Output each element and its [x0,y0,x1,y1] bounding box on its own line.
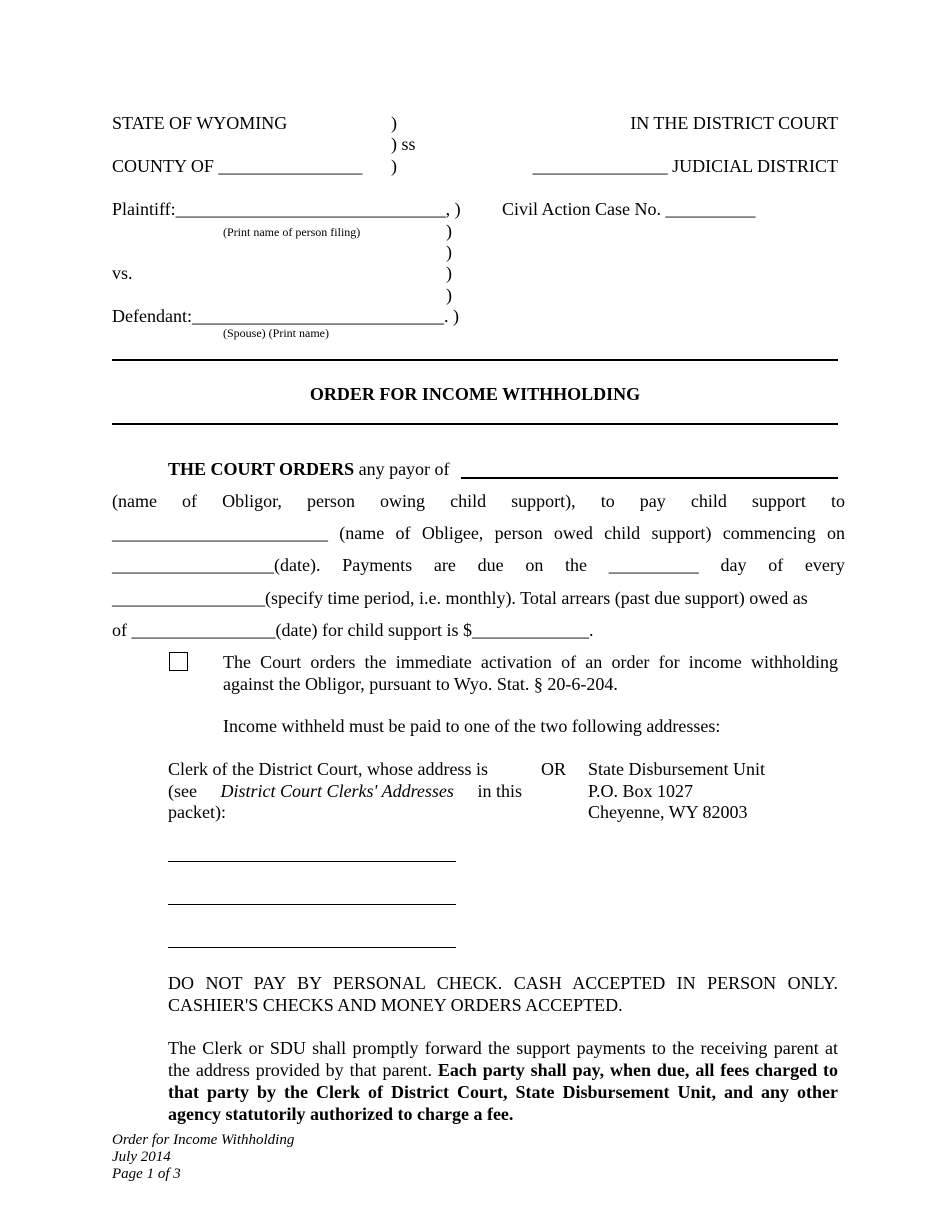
order-lead [168,458,450,480]
order-word: day [720,555,747,575]
order-word: on [525,555,544,575]
clerk-line-3: packet): [168,802,226,822]
order-word: support), [511,491,576,511]
clerk-address-blank-1 [168,861,456,862]
order-word: on [826,523,845,543]
case-number-label: Civil Action Case No. __________ [502,199,756,219]
order-word: the [565,555,588,575]
order-word: pay [639,491,666,511]
sdu-box: P.O. Box 1027 [588,781,694,801]
title-rule-top [112,359,838,361]
defendant-hint: (Spouse) (Print name) [223,326,329,340]
payor-blank [461,477,838,479]
forward-plain: The Clerk or SDU shall promptly forward the support payments to the receiving parent at the address provided by that parent. [168,1038,838,1080]
caption-paren: ) [391,113,397,133]
order-word: support [751,491,806,511]
clerk-address-blank-2 [168,904,456,905]
order-word: ________________________ [112,523,328,543]
order-word: to [600,491,615,511]
caption-paren: ) [391,156,397,176]
addresses-intro: Income withheld must be paid to one of the two following addresses: [223,716,721,736]
order-word: person [306,491,355,511]
clerk-address-blank-3 [168,947,456,948]
order-word: child [690,491,727,511]
caption-paren-ss: ) ss [391,134,416,154]
order-line-4 [112,554,845,576]
order-word: __________________(date). [112,555,321,575]
footer-form-name: Order for Income Withholding [112,1132,295,1148]
defendant-line: Defendant:____________________________. ) [112,306,459,326]
order-word: (name [339,523,385,543]
sdu-name: State Disbursement Unit [588,759,765,779]
caption-paren: ) [446,263,452,283]
order-word: of [395,523,411,543]
order-word: due [477,555,504,575]
order-lead-bold: THE COURT ORDERS [168,459,355,479]
order-word: to [830,491,845,511]
plaintiff-line: Plaintiff:______________________________, ) [112,199,461,219]
order-line-5: _________________(specify time period, i.e. monthly). Total arrears (past due support) owed as [112,588,808,608]
order-word: Payments [342,555,413,575]
order-word: support) [651,523,712,543]
clerk-see-rest: in this [477,781,522,801]
or-label: OR [541,759,567,779]
order-line-3 [112,522,845,544]
court-label: IN THE DISTRICT COURT [630,113,838,133]
payment-notice: DO NOT PAY BY PERSONAL CHECK. CASH ACCEPTED IN PERSON ONLY. CASHIER'S CHECKS AND MONEY ORDERS ACCEPTED. [168,973,838,1015]
county-label: COUNTY OF ________________ [112,156,363,176]
order-word: person [494,523,543,543]
footer-page: Page 1 of 3 [112,1166,181,1182]
order-word: are [433,555,456,575]
forward-paragraph [168,1037,838,1125]
order-word: __________ [608,555,699,575]
order-word: owing [380,491,426,511]
forward-bold: Each party shall pay, when due, all fees charged to that party by the Clerk of District Court, State Disbursement Unit, and any other agency statutorily authorized to charge a fee. [168,1060,838,1124]
footer-date: July 2014 [112,1149,171,1165]
clerk-see-italic: District Court Clerks' Addresses [220,781,454,801]
caption-paren: ) [446,242,452,262]
order-word: of [182,491,198,511]
state-label: STATE OF WYOMING [112,113,288,133]
order-word: (name [112,491,157,511]
sdu-city: Cheyenne, WY 82003 [588,802,748,822]
title-rule-bottom [112,423,838,425]
page-title: ORDER FOR INCOME WITHHOLDING [309,384,641,404]
order-word: Obligor, [222,491,282,511]
order-word: child [450,491,487,511]
order-word: owed [553,523,593,543]
clerk-see: (see [168,781,197,801]
order-line-2 [112,490,845,512]
caption-paren: ) [446,221,452,241]
order-line-6: of ________________(date) for child support is $_____________. [112,620,594,640]
judicial-district-label: _______________ JUDICIAL DISTRICT [532,156,838,176]
activation-checkbox[interactable] [169,652,188,671]
clerk-line-2 [168,780,522,802]
versus-label: vs. [112,263,133,283]
order-word: commencing [722,523,816,543]
order-lead-rest: any payor of [354,459,450,479]
order-word: of [768,555,784,575]
order-word: child [604,523,641,543]
order-word: every [804,555,845,575]
activation-text: The Court orders the immediate activation of an order for income withholding against the Obligor, pursuant to Wyo. Stat. § 20-6-204. [223,652,838,694]
caption-paren: ) [446,285,452,305]
order-word: Obligee, [421,523,484,543]
plaintiff-hint: (Print name of person filing) [223,225,361,239]
clerk-line-1: Clerk of the District Court, whose address is [168,759,488,779]
